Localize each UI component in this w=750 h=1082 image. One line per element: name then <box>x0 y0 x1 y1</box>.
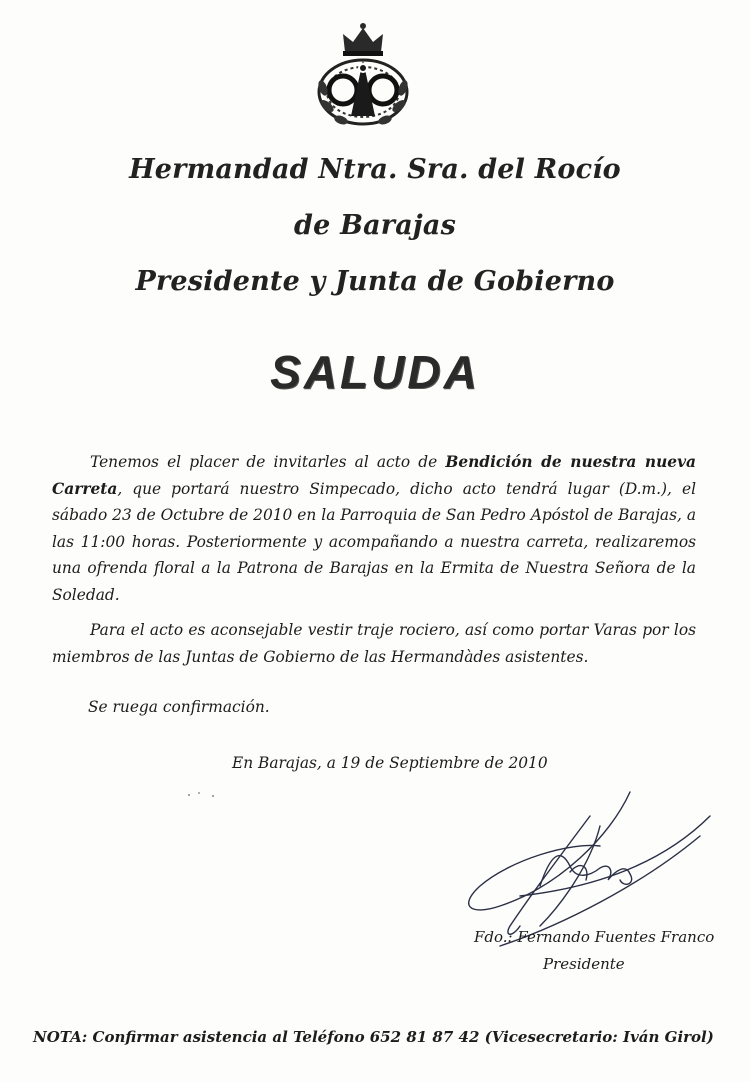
invitation-paragraph <box>52 449 696 608</box>
signer-role: Presidente <box>543 955 625 973</box>
attire-paragraph: Para el acto es aconsejable vestir traje rociero, así como portar Varas por los miembros de las Juntas de Gobierno de las Hermandàdes asistentes. <box>52 621 696 666</box>
confirmation-paragraph: Se ruega confirmación. <box>88 698 270 716</box>
header-line-2: de Barajas <box>294 210 456 241</box>
invitation-bold-text: Bendición de nuestra nueva Carreta <box>52 453 696 498</box>
crown-wreath-emblem-icon <box>307 18 419 130</box>
document-title: SALUDA <box>270 346 480 398</box>
header-line-3: Presidente y Junta de Gobierno <box>135 266 615 297</box>
note-text: Confirmar asistencia al Teléfono 652 81 87 42 (Vicesecretario: Iván Girol) <box>87 1028 714 1046</box>
scan-specks <box>185 790 225 800</box>
header-line-1: Hermandad Ntra. Sra. del Rocío <box>129 154 621 185</box>
note-label: NOTA: <box>33 1028 88 1046</box>
invitation-text-start: Tenemos el placer de invitarles al acto de <box>90 453 446 471</box>
place-date: En Barajas, a 19 de Septiembre de 2010 <box>232 754 548 772</box>
contact-note <box>33 1028 714 1046</box>
signed-by: Fdo.: Fernando Fuentes Franco <box>474 928 715 946</box>
invitation-text-end: , que portará nuestro Simpecado, dicho acto tendrá lugar (D.m.), el sábado 23 de Octubre de 2010 en la Parroquia de San Pedro Apóstol de Barajas, a las 11:00 horas. Posteriormente y acompañando a nuestra carreta, realizaremos una ofrenda floral a la Patrona de Barajas en la Ermita de Nuestra Señora de la Soledad. <box>52 479 696 604</box>
